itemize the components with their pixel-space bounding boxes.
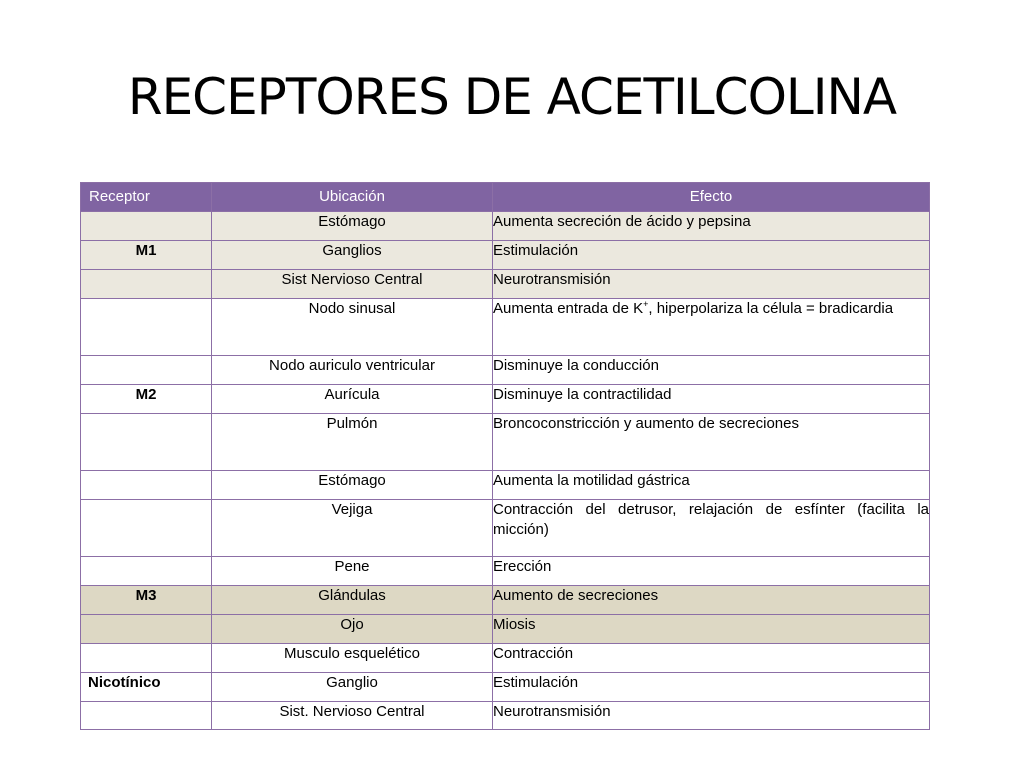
table-row xyxy=(81,586,930,615)
receptor-cell xyxy=(81,557,212,586)
receptor-cell xyxy=(81,615,212,644)
effect-cell: Erección xyxy=(493,557,930,586)
effect-text-suffix: , hiperpolariza la célula = bradicardia xyxy=(648,300,894,317)
effect-cell: Broncoconstricción y aumento de secreciones xyxy=(493,414,930,471)
table-row xyxy=(81,615,930,644)
receptor-cell xyxy=(81,702,212,730)
location-cell: Pene xyxy=(212,557,493,586)
receptor-cell xyxy=(81,471,212,500)
table-row xyxy=(81,241,930,270)
effect-text-prefix: Aumenta entrada de K xyxy=(493,300,644,317)
effect-cell: Estimulación xyxy=(493,673,930,702)
effect-cell: Contracción del detrusor, relajación de esfínter (facilita la micción) xyxy=(493,500,930,557)
table-row xyxy=(81,702,930,730)
table-row xyxy=(81,270,930,299)
receptor-cell xyxy=(81,500,212,557)
slide-title: RECEPTORES DE ACETILCOLINA xyxy=(127,68,897,126)
location-cell: Estómago xyxy=(212,212,493,241)
table-row xyxy=(81,414,930,471)
table-row xyxy=(81,644,930,673)
receptor-cell xyxy=(81,299,212,356)
effect-cell: Contracción xyxy=(493,644,930,673)
table-row xyxy=(81,673,930,702)
location-cell: Aurícula xyxy=(212,385,493,414)
receptor-cell xyxy=(81,270,212,299)
potassium-charge: + xyxy=(643,299,649,309)
receptor-cell: M1 xyxy=(81,241,212,270)
effect-cell: Aumento de secreciones xyxy=(493,586,930,615)
receptor-cell: M2 xyxy=(81,385,212,414)
header-receptor: Receptor xyxy=(81,183,212,212)
location-cell: Ganglios xyxy=(212,241,493,270)
location-cell: Vejiga xyxy=(212,500,493,557)
table-row xyxy=(81,212,930,241)
effect-cell: Disminuye la contractilidad xyxy=(493,385,930,414)
header-location: Ubicación xyxy=(212,183,493,212)
location-cell: Ojo xyxy=(212,615,493,644)
table-header-row xyxy=(81,183,930,212)
receptor-cell xyxy=(81,356,212,385)
effect-cell xyxy=(493,299,930,356)
table-row xyxy=(81,299,930,356)
table-row xyxy=(81,385,930,414)
table-row xyxy=(81,356,930,385)
table-row xyxy=(81,471,930,500)
location-cell: Musculo esquelético xyxy=(212,644,493,673)
effect-cell: Estimulación xyxy=(493,241,930,270)
receptor-cell: Nicotínico xyxy=(81,673,212,702)
effect-cell: Miosis xyxy=(493,615,930,644)
effect-cell: Neurotransmisión xyxy=(493,270,930,299)
receptor-cell xyxy=(81,212,212,241)
acetylcholine-receptors-table xyxy=(80,182,930,730)
receptor-cell xyxy=(81,414,212,471)
location-cell: Ganglio xyxy=(212,673,493,702)
location-cell: Sist Nervioso Central xyxy=(212,270,493,299)
location-cell: Nodo auriculo ventricular xyxy=(212,356,493,385)
table-row xyxy=(81,557,930,586)
location-cell: Nodo sinusal xyxy=(212,299,493,356)
location-cell: Glándulas xyxy=(212,586,493,615)
effect-cell: Disminuye la conducción xyxy=(493,356,930,385)
effect-cell: Aumenta la motilidad gástrica xyxy=(493,471,930,500)
header-effect: Efecto xyxy=(493,183,930,212)
location-cell: Pulmón xyxy=(212,414,493,471)
receptor-cell: M3 xyxy=(81,586,212,615)
effect-cell: Aumenta secreción de ácido y pepsina xyxy=(493,212,930,241)
location-cell: Sist. Nervioso Central xyxy=(212,702,493,730)
location-cell: Estómago xyxy=(212,471,493,500)
effect-cell: Neurotransmisión xyxy=(493,702,930,730)
table-row xyxy=(81,500,930,557)
receptor-cell xyxy=(81,644,212,673)
